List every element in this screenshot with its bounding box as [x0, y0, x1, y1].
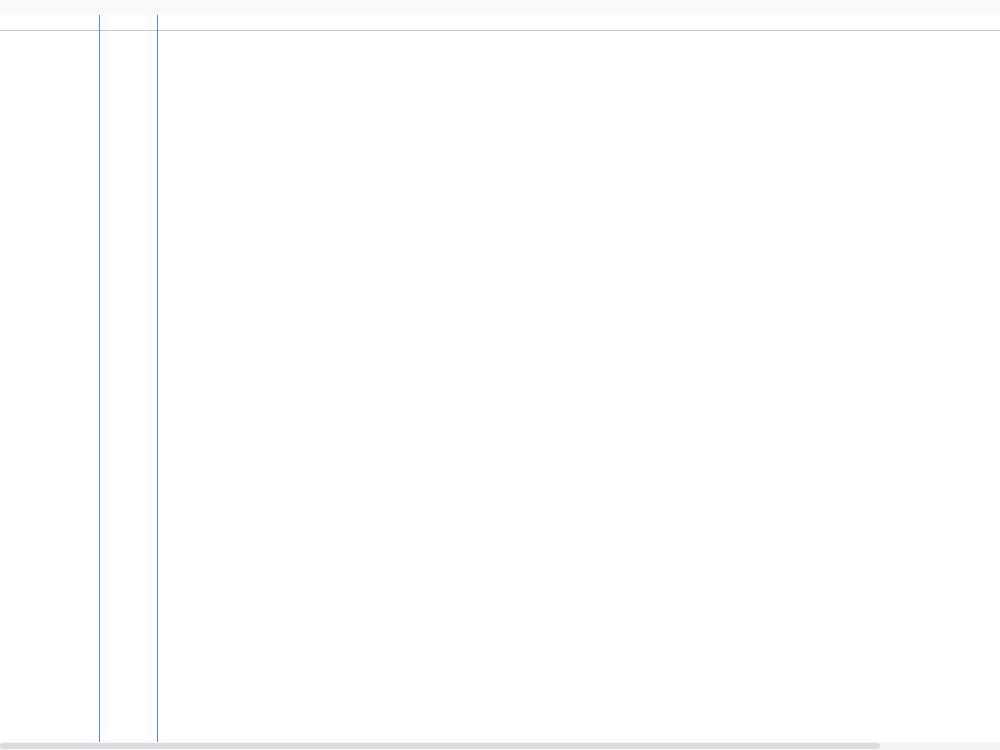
horizontal-scrollbar[interactable]: [0, 742, 1000, 750]
selected-column-outline: [99, 15, 158, 750]
header-row: [0, 15, 1000, 31]
scrollbar-thumb[interactable]: [0, 743, 880, 749]
column-letter-bar: [0, 0, 1000, 16]
